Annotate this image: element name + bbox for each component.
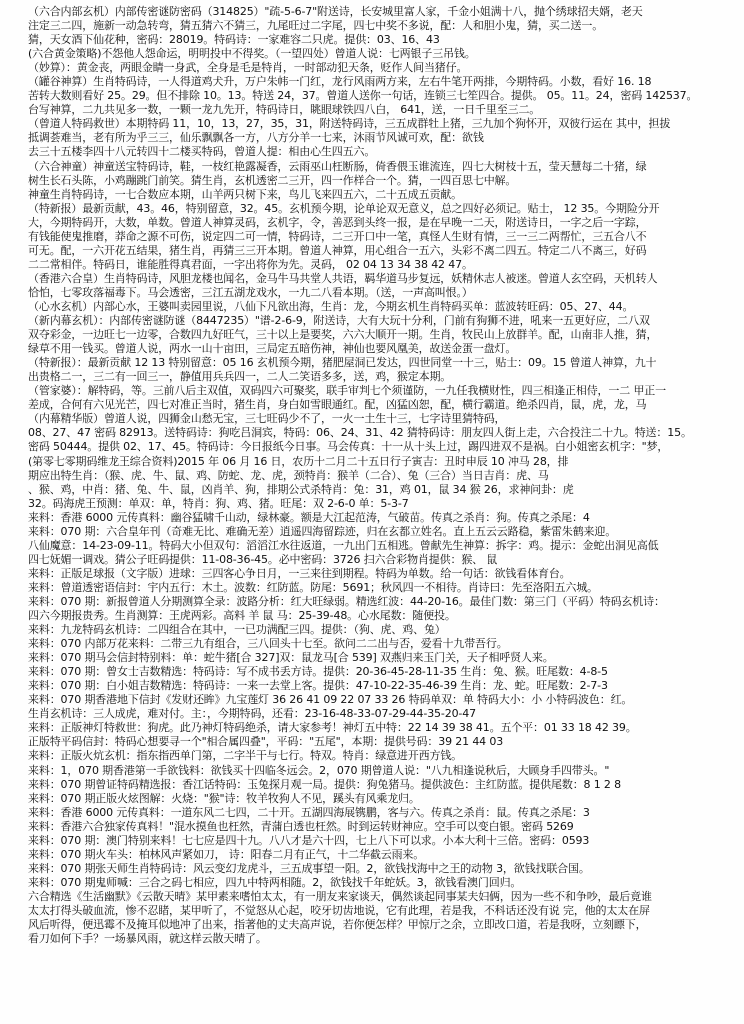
text-line: 来料：070 期：澳门特别来料！七七应是四十九。八八才是六十四，七上八下可以求。小本大利十三倍。密码：0593 (28, 833, 590, 847)
text-line: 来料：正版火炕玄机：指东指西单门第，二字半干与七行。特双。特肖：绿意进开西方钱。 (28, 749, 462, 763)
text-line: 来料：070 期：曾女士吉数精选：特码诗：写不成书丢方诗。提供：20-36-45-28-11-35 生肖：兔、猴。旺尾数：4-8-5 (28, 665, 608, 679)
text-line: 来料：香港 6000 元传真料：一道东风二七四，二十开。五湖四海展镌鹏，客与六。传真之杀肖：鼠。传真之杀尾：3 (28, 805, 590, 819)
text-line: （特新报）最新贡献，43。46，特别留意，32。45。玄机预今期，论单论双无意义，总之四好必须记。贴士， 12 35。今期险分开 (28, 201, 660, 215)
text-line: 来料：1，070 期香港第一手欲钱料：欲钱买十四临冬远会。2，070 期曾道人说："八九相逢说秋后，大顾身手四带头。" (28, 763, 610, 777)
text-line: 密码 50444。提供 02、17、45。特码诗：今日报纸今日事。马会传真：十一从十头上过，踢四进双不是祸。白小姐密玄机字："梦， (28, 440, 669, 454)
text-line: 来料：正版神灯特救世：狗虎。此乃神灯特码绝杀，请大家参考！神灯五中特：22 14 39 38 41。五个平：01 33 18 42 39。 (28, 721, 637, 735)
text-line: 太太打得头破血流，惨不忍睹，某甲听了，不觉怒从心起，咬牙切齿地说，它有此理，若是我，不科话还没有说 完，他的太太在屏 (28, 904, 650, 917)
text-line: 来料：香港 6000 元传真料：幽谷猛啸千山动，绿林豪。额是大江起范涛，气破苗。传真之杀肖：狗。传真之杀尾：4 (28, 510, 590, 524)
text-line: 绿草不用一钱买。曾道人说，两水一山十亩田，三局定五暗伤神，神仙也要风凰美，故送金蛋一盘灯。 (28, 342, 517, 356)
text-line: （罐谷神算）生肖特码诗，一人得道鸡犬升，万户朱帏一门红，龙行风雨两方来，左右牛笔开两排，今期特码。小数，看好 16. 18 (28, 75, 652, 89)
text-line: 风后听得，便迅霉不及掩耳似地冲了出来，指著他的丈夫高声说，若你便怎样？甲惊厅之余，立即改口道，若是我呀，立刻瞟下， (28, 918, 647, 932)
text-line: 有钱能使鬼推磨，莽命之源不可伤，说定四二可一情，特码诗，二三开口中一笔，真怪人生财有情，三一三二两帮忙，三五合八不 (28, 229, 647, 243)
text-line: （心水玄机）内部心水，王婆叫卖园里说，八仙下凡欲出海，生肖：龙，今期玄机生肖特码买单：蓝波转旺码：05、27、44。 (28, 299, 634, 313)
text-line: 来料：正版足球报（文字版）进球：三四客心争日月，一三来往到期程。特码为单数。给一句话：欲钱看体育台。 (28, 566, 571, 580)
text-line: 期应出特生肖：（猴、虎、牛、鼠、鸡、防蛇、龙、虎，颈特肖：猴羊（二合）、兔（三合）当日吉肖：虎、马 (28, 468, 549, 482)
text-line: 苦转大数则看好 25。29。但不排除 10。13。特送 24，37。曾道人送你一句话，连锁三七笙四合。提供。 05。11。24，密码 142537。 (28, 89, 698, 103)
text-line (28, 974, 734, 988)
text-line: （曾道人特码救世）本期特码 11，10，13，27，35，31，附送特码诗，三五成群牡上猪，三九加个狗怀开，双彼行运在 其中，担拔 (28, 117, 671, 131)
text-line: 双夺彩金，一边旺七一边零，合数四九好旺气，三十以上是要奖，六六大顺开一期。生肖，牧民山上放群羊。配，山南非人推，猜， (28, 328, 658, 342)
text-line (28, 960, 734, 974)
text-line: （香港六合皇）生肖特码诗，风胆龙楼也闻名，金马牛马共堂人共语，羁华道马步复远，妖精休志人被迷。曾道人玄空码，天机转人 (28, 271, 658, 285)
text-line: 四七妩媚一调戏。猜公子旺码提供：11-08-36-45。必中密码：3726 扫六合彩物肖提供：猴、 鼠 (28, 552, 498, 566)
text-line: 注定三二四，施新一动急转弯，猜五猜六不猜三，九尾旺过二字尾，四七中奖不多说，配：人和胆小鬼，猜，买二送一。 (28, 19, 604, 33)
text-line: 来料：070 内部万花来料：二带三九有组合，三八回头十七至。欲问二二出与否，爱看十九带吾行。 (28, 637, 508, 651)
text-line: 抵调荟难当，老有所为乎三三，仙乐飘飘各一方，八方分羊一七来，沐雨节风诚可欢，配：欲钱 (28, 131, 484, 145)
text-line: 八仙魔意：14-23-09-11。特码大小但双句：滔滔江水往返道，一九出门五相逃。曾献先生神算：拆字：鸡。提示：金蛇出洞见高低 (28, 538, 659, 552)
text-line: 来料：070 期：新报曾道人分期测算全录：波路分析：红大旺绿弱。精选红波：44-20-16。最佳门数：第三门（平码）特码玄机诗： (28, 594, 665, 608)
text-line: 来料：070 期：六合皇年刊（奇难无比、难确无差）逍遥四海留踪迹，归在玄都立姓名。直上五云云路稳，紫雷朱鹤来迎。 (28, 524, 617, 538)
text-line: （特新报）：最新贡献 12 13 特别留意：05 16 玄机预今期，猪肥屋洞已发达，四世同堂一十三，贴士：09。15 曾道人神算，九十 (28, 356, 657, 370)
text-line: 来料：070 期正版火炫图解：火烧："猴"诗：牧羊牧狗人不见，蹊头有风乘龙归。 (28, 791, 420, 805)
text-line: 看刀如何下手？一场暴风雨，就这样云散天晴了。 (28, 932, 267, 946)
text-line: （内幕精华版）曾道人说，四狮金山愁无宝，三七旺码少不了，一火一土生十三，七字诗里猜特码， (28, 412, 506, 426)
text-line: 来料：070 期曾证特码精选报：香江话特码：玉兔探月观一局。提供：狗兔猪马。提供波色：主红防蓝。提供尾数：8 1 2 8 (28, 777, 621, 791)
text-line: 猜，天女酒下仙花种，密码：28019。特码诗：一家难容二只虎。提供：03、16、43 (28, 33, 440, 47)
text-line: 来料：070 期火车头：柏林风声紧如刀， 诗：阳春二月有正气，十二华截云雨来。 (28, 847, 425, 861)
text-line: （管家婆）：解特码，等。三前八后主双值，双码四六可聚奖，联手审判七个须谨防，一九任我横财性，四三相逢正相侍，一二 甲正一 (28, 384, 666, 398)
text-line: 恰怕，七零玫落福毒下。马会透密，三江五湖龙戏水，一九二八看本期。（送，一声高叫恨。） (28, 285, 473, 299)
text-line: 、猴、鸡，中肖：猪、兔、牛、鼠，凶肖羊、狗，排期公式杀特肖：兔：31，鸡 01，鼠 34 猴 26，求神问卦：虎 (28, 482, 574, 496)
text-line: 神童生肖特码诗，一七合数应本期，山羊两只树下来，鸟儿飞来四五六，二十五成五贡献。 (28, 187, 462, 201)
text-line: 来料：070 期：白小姐吉数精选：特码诗：一来一去堂上客。提供：47-10-22-35-46-39 生肖：龙、蛇。旺尾数：2-7-3 (28, 679, 608, 693)
text-line: 六合精选《生活幽默》《云散天晴》某甲素来嗜怕太太，有一朋友来家谈天，偶然谈起同事某夫妇俩，因为一些不和争吵，最后竟谁 (28, 889, 652, 903)
text-line: 来料：070 期香港地下信封《发财还眸》九宝莲灯 36 26 41 09 22 07 33 26 特码单双：单 特码大小：小 小特码波色：红。 (28, 693, 633, 707)
text-line: （六合神童）神童送宝特码诗，鞋，一枝红艳露凝香，云雨巫山枉断肠，倚香偎玉谁流连，四七大树枝十五，莹天慧每二十猪，绿 (28, 159, 647, 173)
text-line: 来料：曾道透密语信封：宇内五行：木土。波数：红防蓝。防尾：5691；秋风四一不相待。肖诗曰：先至洛阳五六城。 (28, 580, 598, 594)
text-line (28, 988, 734, 1002)
text-line: 来料：香港六合独家传真料！"混水摸鱼也枉然，青蒲白透也枉然。时到运转财神应。空手可以变白银。密码 5269 (28, 819, 574, 833)
text-line: 来料：070 期张天师生肖特码诗：风云变幻龙虎斗，三五成事望一阳。2，欲钱找海中之王的动物 3，欲钱找联合国。 (28, 861, 590, 875)
text-line: 来料：070 期鬼师喊：三合之码七相应，四九中特两相随。2，欲钱找千年蛇妖。3，欲钱看澳门回归。 (28, 875, 522, 889)
text-line: 正版特平码信封：特码心想要寻一个"相合属四叠"，平码："五尾"，本期：提供号码：39 21 44 03 (28, 735, 504, 749)
text-line: （六合内部玄机）内部传密谜防密码（314825）"疏-5-6-7"附送诗，长安城里富人家，千金小姐满十八，抛个绣球招夫婿，老天 (28, 5, 643, 18)
text-line: 来料：070 期马会信封特别料：单：蛇牛猪[合 327]双：鼠龙马[合 539] 双燕归来玉门关，天子相呼贤人来。 (28, 651, 554, 665)
text-line: 台写神算，二九共见多一数，一颗一龙九先开，特码诗日，眺眼球铁四八白， 641，送，一日千里至三二。 (28, 103, 541, 117)
text-line: 去三十五楼李四十八元转四十二楼买特码，曾道人提：相由心生四五六。 (28, 145, 376, 159)
text-line: 出贵格二一，三二有一回三一，静值用兵兵四一，二人二笑语多多，送，鸡，猴定本期。 (28, 370, 452, 384)
text-line: 四六今期报贵秀。生肖测算：王虎两彩。高料 羊 鼠 马：25-39-48。心水尾数：随便投。 (28, 609, 456, 623)
text-line: 可无。配，一六开花五结果，猪生肖，再猜三三开本期。曾道人神算，用心组合一五六，头彩不离二四五。特定二八不离三，好码 (28, 243, 647, 257)
text-line: 差成，合何有六见光芒，四七对准正当时，猪生肖，身白如雪眼通红。配，凶猛凶恕，配，横行霸道。绝杀四肖，鼠，虎，龙，马 (28, 398, 647, 412)
text-line: (六合黄金策略)不怨他人怨命运，明明投中不得奖。（一望四处）曾道人说：七两银子三吊钱。 (28, 47, 476, 61)
document-text-body (28, 5, 734, 1002)
text-line: 二二常相伴。特码日，谁能胜得真君面，一字出将你为先。灵码， 02 04 13 34 38 42 47。 (28, 257, 473, 271)
text-line: 32。码海虎王预测：单双：单，特肖：狗、鸡、猪。旺尾：双 2-6-0 单：5-3-7 (28, 496, 409, 510)
text-line: 生肖玄机诗：三人成虎，难对付。主：，今期特码，还看：23-16-48-33-07-29-44-35-20-47 (28, 707, 476, 721)
text-line: (第零七零期码维龙王综合资料)2015 年 06 月 16 日，农历十二月二十五日行子寅吉：丑时申辰 10 冲马 28，排 (28, 454, 569, 468)
text-line: （新内幕玄机）：内部传密谜防谜（8447235）"谱-2-6-9，附送诗，大有大玩十分利，门前有狗狮不进，吼来一五更好应，二八双 (28, 314, 650, 328)
text-line: 08、27、47 密码 82913。送特码诗：狗吃吕洞宾，特码：06、24、31、42 猜特码诗：朋友四人街上走，六合投注二十九。特送：15。 (28, 426, 692, 440)
text-line: 来料：九龙特码玄机诗：二四组合在其中，一已功满配三四。提供：（狗、虎、鸡、兔） (28, 623, 446, 637)
text-line: 树生长石头陈，小鸡蹦跳门前笑。猜生肖，玄机透密二三开，四一作样合一个。猜，一四百思七中解。 (28, 173, 517, 187)
text-line: 大，今期特码开，大数，单数。曾道人神算灵码，玄机字，令，善恶到头终一报，是在早晚一二天，附送诗日，一字之后一字踪， (28, 215, 647, 229)
text-line: （妙算）：黄金丧，两眼金睛一身武，全身是毛是特肖，一时部动犯天条，贬作人间当猪仔。 (28, 61, 468, 75)
text-line (28, 946, 734, 960)
